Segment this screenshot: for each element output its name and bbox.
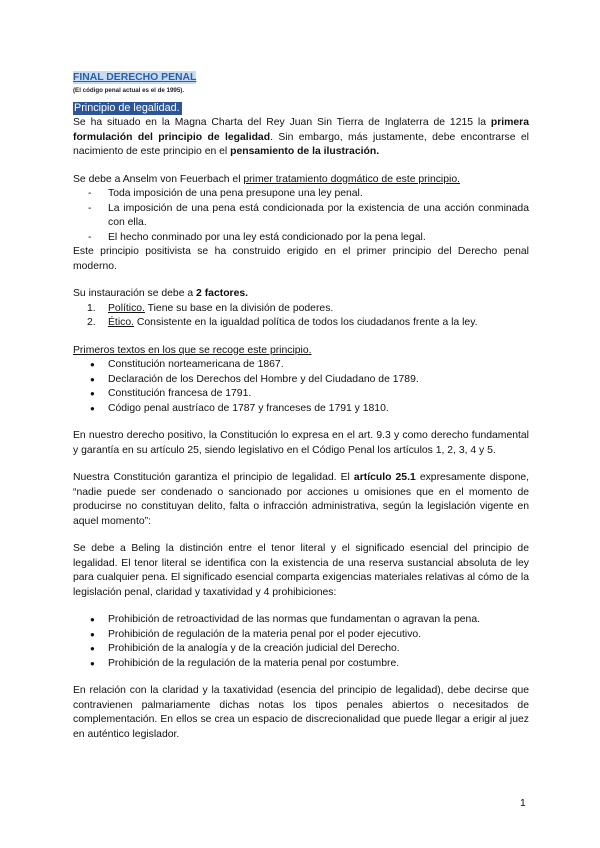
paragraph-primeros-textos: Primeros textos en los que se recoge este principio.	[73, 344, 312, 356]
texts-list	[73, 358, 529, 416]
list-item	[73, 642, 529, 657]
p7-bold: artículo 25.1	[353, 472, 416, 483]
bullet-marker: ●	[90, 403, 95, 413]
bullet-marker: ●	[90, 360, 95, 369]
bullet-marker: ●	[90, 629, 95, 639]
list-item-text: La imposición de una pena está condicionada por la existencia de una acción conminada con ella.	[108, 202, 529, 228]
paragraph-derecho-positivo: En nuestro derecho positivo, la Constitución lo expresa en el art. 9.3 y como derecho fundamental y garantía en su artículo 25, siendo legislativo en el Código Penal los artículos 1, 2, 3, 4 y 5.	[73, 430, 529, 456]
paragraph-beling: Se debe a Beling la distinción entre el tenor literal y el significado esencial del principio de legalidad. El tenor literal se identifica con la existencia de una reserva sustancial absoluta de ley para cualquier pena. El significado esencial comparta exigencias materiales relativas al cómo de la legislación penal, claridad y taxatividad y 4 prohibiciones:	[73, 543, 529, 598]
p4-text: Su instauración se debe a	[73, 288, 197, 299]
list-item-text: Constitución norteamericana de 1867.	[108, 359, 284, 370]
list-item	[73, 628, 529, 643]
list-item	[73, 387, 529, 402]
list-item	[73, 302, 529, 317]
document-title	[73, 71, 529, 86]
paragraph-constitucion	[73, 471, 529, 529]
list-item	[73, 316, 529, 331]
title-highlight: FINAL DERECHO PENAL	[73, 72, 197, 83]
p1-text-c: . Sin embargo, más justamente, debe encontrarse el nacimiento de este principio en el	[73, 131, 529, 157]
factor-text: Consistente en la igualdad política de todos los ciudadanos frente a la ley.	[134, 317, 478, 328]
list-number: 1.	[87, 302, 96, 314]
list-item	[73, 187, 529, 202]
dash-marker: -	[88, 202, 92, 214]
factor-text: Tiene su base en la división de poderes.	[144, 302, 334, 314]
paragraph-magna-charta	[73, 116, 529, 160]
list-item-text: Código penal austríaco de 1787 y franceses de 1791 y 1810.	[108, 402, 389, 414]
list-item-text: Declaración de los Derechos del Hombre y del Ciudadano de 1789.	[108, 373, 419, 385]
paragraph-instauracion	[73, 287, 529, 302]
paragraph-positivista: Este principio positivista se ha construido erigido en el primer principio del Derecho penal moderno.	[73, 246, 529, 272]
list-item	[73, 373, 529, 388]
p4-bold: 2 factores.	[196, 288, 249, 299]
list-item	[73, 358, 529, 373]
paragraph-claridad: En relación con la claridad y la taxatividad (esencia del principio de legalidad), debe decirse que contravienen palmariamente dichas notas los tipos penales abiertos o necesitados de complementación. En ellos se crea un espacio de discrecionalidad que puede llegar a erigir al juez en auténtico legislador.	[73, 685, 529, 740]
list-item	[73, 613, 529, 628]
section-heading: Principio de legalidad.	[74, 101, 180, 114]
document-subtitle: (El código penal actual es el de 1995).	[73, 86, 185, 94]
list-item-text: Prohibición de la analogía y de la creación judicial del Derecho.	[108, 643, 400, 654]
p1-bold-b: primera formulación del principio de legalidad	[73, 117, 529, 143]
p2-underlined: primer tratamiento dogmático de este principio.	[243, 173, 460, 185]
factor-label: Político.	[108, 302, 145, 314]
p1-text-a: Se ha situado en la Magna Charta del Rey Juan Sin Tierra de Inglaterra de 1215 la	[73, 117, 491, 128]
factor-label: Ético.	[108, 317, 134, 328]
list-item	[73, 657, 529, 672]
list-item-text: Constitución francesa de 1791.	[108, 388, 252, 399]
dash-marker: -	[88, 188, 92, 199]
bullet-marker: ●	[90, 374, 95, 384]
paragraph-feuerbach	[73, 173, 529, 188]
list-item	[73, 231, 529, 246]
prohibitions-list	[73, 613, 529, 671]
factors-list	[73, 302, 529, 331]
list-item-text: El hecho conminado por una ley está condicionado por la pena legal.	[108, 231, 426, 243]
page-number: 1	[520, 798, 526, 809]
dash-marker: -	[88, 231, 92, 243]
list-item-text: Prohibición de la regulación de la materia penal por costumbre.	[108, 657, 400, 669]
list-item	[73, 202, 529, 231]
p7-text-c: expresamente dispone, “nadie puede ser condenado o sancionado por acciones u omisiones que en el momento de producirse no constituyan delito, falta o infracción administrativa, según la legislación vigente en aquel momento”:	[73, 472, 530, 527]
list-item-text: Prohibición de regulación de la materia penal por el poder ejecutivo.	[108, 628, 422, 640]
list-item-text: Prohibición de retroactividad de las normas que fundamentan o agravan la pena.	[108, 614, 480, 625]
section-heading-wrap	[73, 101, 529, 117]
list-item	[73, 402, 529, 417]
list-item-text: Toda imposición de una pena presupone una ley penal.	[108, 188, 363, 199]
p2-text-a: Se debe a Anselm von Feuerbach el	[73, 173, 244, 185]
bullet-marker: ●	[90, 644, 95, 653]
p1-bold-d: pensamiento de la ilustración.	[230, 146, 380, 157]
bullet-marker: ●	[90, 389, 95, 398]
bullet-marker: ●	[90, 658, 95, 668]
p7-text-a: Nuestra Constitución garantiza el principio de legalidad. El	[73, 472, 354, 483]
bullet-marker: ●	[90, 615, 95, 624]
list-number: 2.	[87, 317, 96, 328]
document-page	[73, 71, 529, 742]
feuerbach-list	[73, 187, 529, 245]
